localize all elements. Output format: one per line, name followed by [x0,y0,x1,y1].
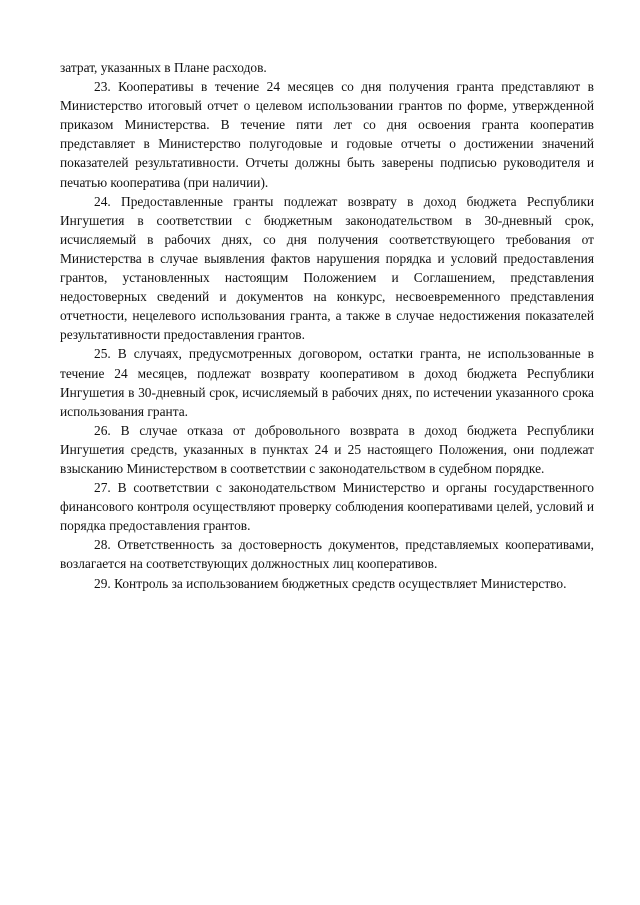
paragraph-29: 29. Контроль за использованием бюджетных средств осуществляет Министерство. [94,575,567,591]
paragraph-23: 23. Кооперативы в течение 24 месяцев со дня получения гранта представляют в Министерство итоговый отчет о целевом использовании грантов по форме, утвержденной приказом Министерства. В течение пяти лет со дня освоения гранта кооператив представляет в Министерство полугодовые и годовые отчеты о достижении значений показателей результативности. Отчеты должны быть заверены подписью руководителя и печатью кооператива (при наличии). [60,79,594,190]
document-body [60,58,594,593]
paragraph-26: 26. В случае отказа от добровольного возврата в доход бюджета Республики Ингушетия средств, указанных в пунктах 24 и 25 настоящего Положения, они подлежат взысканию Министерством в соответствии с законодательством в судебном порядке. [60,422,594,476]
paragraph-continuation: затрат, указанных в Плане расходов. [60,60,267,75]
paragraph-24: 24. Предоставленные гранты подлежат возврату в доход бюджета Республики Ингушетия в соответствии с бюджетным законодательством в 30-дневный срок, исчисляемый в рабочих днях, со дня получения соответствующего требования от Министерства в случае выявления фактов нарушения порядка и условий предоставления грантов, установленных настоящим Положением и Соглашением, представления недостоверных сведений и документов на конкурс, несвоевременного представления отчетности, нецелевого использования гранта, а также в случае недостижения показателей результативности предоставления грантов. [60,193,594,343]
paragraph-28: 28. Ответственность за достоверность документов, представляемых кооперативами, возлагается на соответствующих должностных лиц кооперативов. [60,537,594,572]
paragraph-27: 27. В соответствии с законодательством Министерство и органы государственного финансового контроля осуществляют проверку соблюдения кооперативами целей, условий и порядка предоставления грантов. [60,480,594,534]
paragraph-25: 25. В случаях, предусмотренных договором, остатки гранта, не использованные в течение 24 месяцев, подлежат возврату кооперативом в доход бюджета Республики Ингушетия в 30-дневный срок, исчисляемый в рабочих днях, по истечении указанного срока использования гранта. [60,346,594,419]
